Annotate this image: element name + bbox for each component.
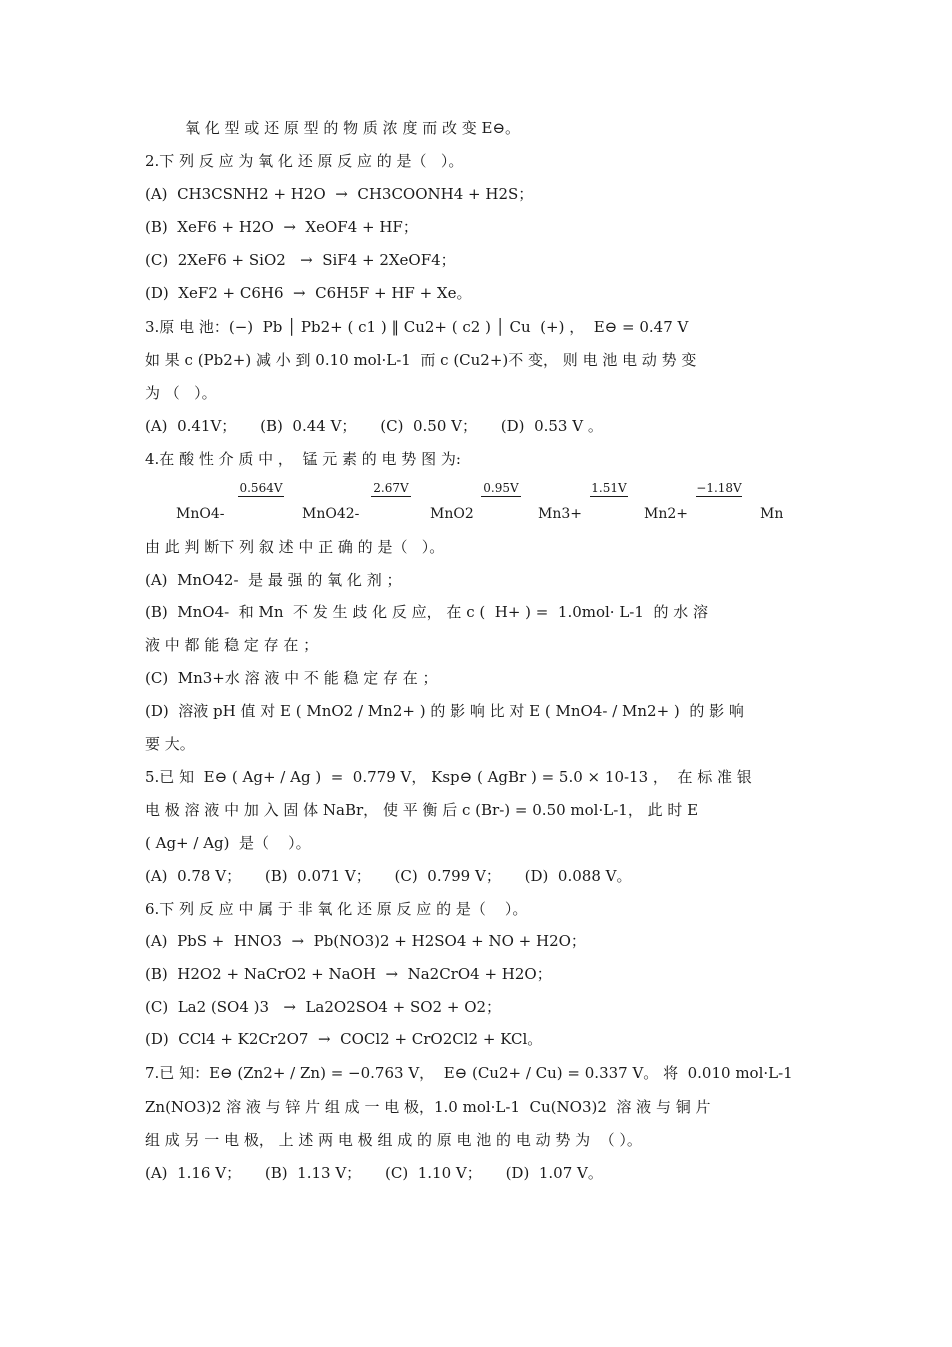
text-line: ( Ag+ / Ag) 是（ ）。 bbox=[145, 834, 311, 852]
option-line: (C) 2XeF6 + SiO2 → SiF4 + 2XeOF4； bbox=[145, 251, 456, 269]
option-line: (C) La2 (SO4 )3 → La2O2SO4 + SO2 + O2； bbox=[145, 998, 502, 1016]
option-line: (A) 1.16 V； (B) 1.13 V； (C) 1.10 V； (D) 1.07 V。 bbox=[145, 1164, 603, 1182]
text-line: 组 成 另 一 电 极， 上 述 两 电 极 组 成 的 原 电 池 的 电 动 势 为 （ ）。 bbox=[145, 1131, 642, 1149]
potential-label: 1.51V bbox=[591, 481, 627, 495]
option-line: (A) 0.78 V； (B) 0.071 V； (C) 0.799 V； (D) 0.088 V。 bbox=[145, 867, 632, 885]
text-line: Zn(NO3)2 溶 液 与 锌 片 组 成 一 电 极，1.0 mol·L-1 Cu(NO3)2 溶 液 与 铜 片 bbox=[145, 1098, 711, 1116]
option-line: (A) CH3CSNH2 + H2O → CH3COONH4 + H2S； bbox=[145, 185, 534, 203]
text-line: 如 果 c (Pb2+) 减 小 到 0.10 mol·L-1 而 c (Cu2+)不 变， 则 电 池 电 动 势 变 bbox=[145, 351, 697, 369]
option-line: (B) H2O2 + NaCrO2 + NaOH → Na2CrO4 + H2O； bbox=[145, 965, 552, 983]
question-3: 3.原 电 池：(−) Pb │ Pb2+ ( c1 ) ‖ Cu2+ ( c2 ) │ Cu (+) ， E⊖ = 0.47 V bbox=[145, 318, 689, 336]
text-line: 为 （ ）。 bbox=[145, 384, 217, 402]
option-line: (D) CCl4 + K2Cr2O7 → COCl2 + CrO2Cl2 + KCl。 bbox=[145, 1030, 543, 1048]
question-2: 2.下 列 反 应 为 氧 化 还 原 反 应 的 是（ ）。 bbox=[145, 152, 464, 170]
question-7: 7.已 知：E⊖ (Zn2+ / Zn) = −0.763 V， E⊖ (Cu2+ / Cu) = 0.337 V。 将 0.010 mol·L-1 bbox=[145, 1064, 793, 1082]
text-line: 由 此 判 断下 列 叙 述 中 正 确 的 是（ ）。 bbox=[145, 538, 445, 556]
species-label: Mn2+ bbox=[644, 506, 688, 522]
potential-label: 0.95V bbox=[481, 480, 521, 497]
species-label: MnO2 bbox=[430, 506, 474, 522]
text-line: 要 大。 bbox=[145, 735, 195, 753]
option-line: (A) PbS + HNO3 → Pb(NO3)2 + H2SO4 + NO + H2O； bbox=[145, 932, 586, 950]
species-label: MnO4- bbox=[176, 506, 225, 522]
option-line: (D) 溶液 pH 值 对 E ( MnO2 / Mn2+ ) 的 影 响 比 对 E ( MnO4- / Mn2+ ) 的 影 响 bbox=[145, 702, 744, 720]
species-label: Mn3+ bbox=[538, 506, 582, 522]
question-4: 4.在 酸 性 介 质 中 ， 锰 元 素 的 电 势 图 为: bbox=[145, 450, 461, 468]
potential-label: 2.67V bbox=[371, 480, 411, 497]
text-line: 电 极 溶 液 中 加 入 固 体 NaBr， 使 平 衡 后 c (Br-) = 0.50 mol·L-1， 此 时 E bbox=[145, 801, 699, 819]
option-line: (B) XeF6 + H2O → XeOF4 + HF； bbox=[145, 218, 418, 236]
question-5: 5.已 知 E⊖ ( Ag+ / Ag ) = 0.779 V， Ksp⊖ ( AgBr ) = 5.0 × 10-13 ， 在 标 准 银 bbox=[145, 768, 752, 786]
option-line: (B) MnO4- 和 Mn 不 发 生 歧 化 反 应， 在 c ( H+ ) = 1.0mol· L-1 的 水 溶 bbox=[145, 603, 708, 621]
text-line: 液 中 都 能 稳 定 存 在 ； bbox=[145, 636, 319, 654]
species-label: Mn bbox=[760, 506, 784, 522]
option-line: (A) 0.41V； (B) 0.44 V； (C) 0.50 V； (D) 0.53 V 。 bbox=[145, 417, 603, 435]
option-line: (A) MnO42- 是 最 强 的 氧 化 剂 ； bbox=[145, 571, 402, 589]
option-line: (C) Mn3+水 溶 液 中 不 能 稳 定 存 在 ； bbox=[145, 669, 438, 687]
potential-label: −1.18V bbox=[696, 481, 742, 495]
question-6: 6.下 列 反 应 中 属 于 非 氧 化 还 原 反 应 的 是（ ）。 bbox=[145, 900, 528, 918]
species-label: MnO42- bbox=[302, 506, 360, 522]
latimer-diagram bbox=[0, 476, 952, 526]
option-line: (D) XeF2 + C6H6 → C6H5F + HF + Xe。 bbox=[145, 284, 472, 302]
text-line: 氧 化 型 或 还 原 型 的 物 质 浓 度 而 改 变 E⊖。 bbox=[185, 119, 521, 137]
potential-label: 0.564V bbox=[239, 481, 283, 495]
